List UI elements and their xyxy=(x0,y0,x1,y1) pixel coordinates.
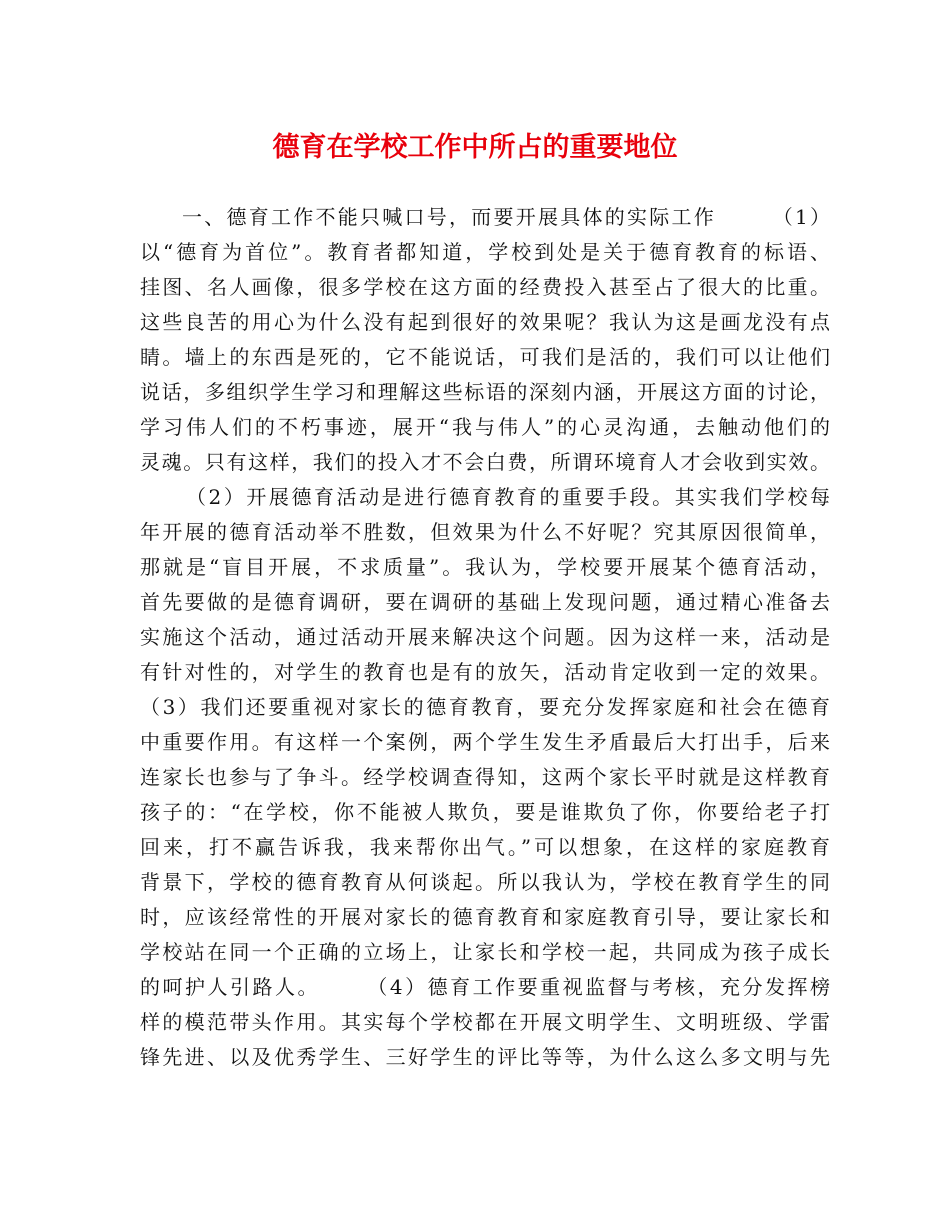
text-line: 灵魂。只有这样，我们的投入才不会白费，所谓环境育人才会收到实效。 xyxy=(140,450,830,474)
text-line: 这些良苦的用心为什么没有起到很好的效果呢？我认为这是画龙没有点 xyxy=(140,310,830,334)
text-line: 首先要做的是德育调研，要在调研的基础上发现问题，通过精心准备去 xyxy=(140,590,830,614)
text-line: 锋先进、以及优秀学生、三好学生的评比等等，为什么这么多文明与先 xyxy=(140,1045,830,1069)
text-line: 时，应该经常性的开展对家长的德育教育和家庭教育引导，要让家长和 xyxy=(140,905,830,929)
document-body xyxy=(140,200,830,1075)
text-line: （3）我们还要重视对家长的德育教育，要充分发挥家庭和社会在德育 xyxy=(140,695,830,719)
document-title: 德育在学校工作中所占的重要地位 xyxy=(272,132,678,163)
text-line: 睛。墙上的东西是死的，它不能说话，可我们是活的，我们可以让他们 xyxy=(140,345,830,369)
text-line: 有针对性的，对学生的教育也是有的放矢，活动肯定收到一定的效果。 xyxy=(140,660,830,684)
text-line: 学习伟人们的不朽事迹，展开“我与伟人”的心灵沟通，去触动他们的 xyxy=(140,415,830,439)
text-line: 说话，多组织学生学习和理解这些标语的深刻内涵，开展这方面的讨论， xyxy=(140,380,830,404)
text-line: 的呵护人引路人。 （4）德育工作要重视监督与考核，充分发挥榜 xyxy=(140,975,830,999)
text-line: 样的模范带头作用。其实每个学校都在开展文明学生、文明班级、学雷 xyxy=(140,1010,830,1034)
text-line: 一、德育工作不能只喊口号，而要开展具体的实际工作 （1） xyxy=(182,205,830,229)
text-line: 学校站在同一个正确的立场上，让家长和学校一起，共同成为孩子成长 xyxy=(140,940,830,964)
text-line: 背景下，学校的德育教育从何谈起。所以我认为，学校在教育学生的同 xyxy=(140,870,830,894)
text-line: 孩子的：“在学校，你不能被人欺负，要是谁欺负了你，你要给老子打 xyxy=(140,800,830,824)
text-line: 挂图、名人画像，很多学校在这方面的经费投入甚至占了很大的比重。 xyxy=(140,275,830,299)
text-line: 年开展的德育活动举不胜数，但效果为什么不好呢？究其原因很简单， xyxy=(140,520,830,544)
text-line: 实施这个活动，通过活动开展来解决这个问题。因为这样一来，活动是 xyxy=(140,625,830,649)
text-line: 中重要作用。有这样一个案例，两个学生发生矛盾最后大打出手，后来 xyxy=(140,730,830,754)
text-line: 以“德育为首位”。教育者都知道，学校到处是关于德育教育的标语、 xyxy=(140,240,830,264)
text-line: 那就是“盲目开展，不求质量”。我认为，学校要开展某个德育活动， xyxy=(140,555,830,579)
text-line: 连家长也参与了争斗。经学校调查得知，这两个家长平时就是这样教育 xyxy=(140,765,830,789)
text-line: （2）开展德育活动是进行德育教育的重要手段。其实我们学校每 xyxy=(186,485,830,509)
text-line: 回来，打不赢告诉我，我来帮你出气。”可以想象，在这样的家庭教育 xyxy=(140,835,830,859)
